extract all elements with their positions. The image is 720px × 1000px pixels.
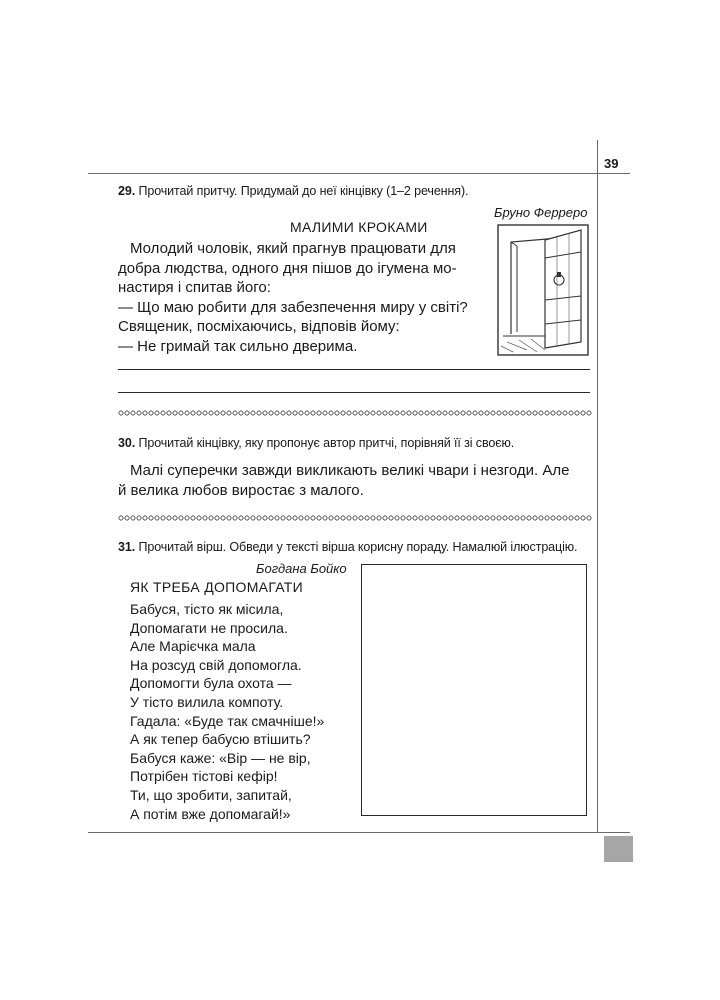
section-divider	[118, 409, 592, 417]
poem-line: Допомагати не просила.	[130, 619, 288, 636]
task-29-number: 29.	[118, 184, 136, 198]
poem-line: На розсуд свій допомогла.	[130, 656, 302, 673]
task-31-author: Богдана Бойко	[256, 561, 347, 576]
parable-line: — Не гримай так сильно дверима.	[118, 337, 358, 355]
task-30-instruction	[118, 436, 514, 450]
task-30-number: 30.	[118, 436, 136, 450]
poem-line: У тісто вилила компоту.	[130, 693, 284, 710]
task-29-author: Бруно Ферреро	[494, 205, 588, 220]
header-rule	[88, 173, 630, 174]
door-illustration	[497, 224, 589, 356]
parable-line: добра людства, одного дня пішов до ігумена мо-	[118, 259, 457, 277]
poem-line: Потрібен тістові кефір!	[130, 768, 278, 785]
task-31-instruction	[118, 540, 577, 554]
parable-line: Молодий чоловік, який прагнув працювати для	[130, 240, 456, 257]
poem-line: Гадала: «Буде так смачніше!»	[130, 712, 325, 729]
answer-line[interactable]	[118, 392, 590, 393]
poem-line: Ти, що зробити, запитай,	[130, 786, 292, 803]
parable-line: настиря і спитав його:	[118, 279, 271, 297]
task-30-instruction-text: Прочитай кінцівку, яку пропонує автор притчі, порівняй її зі своєю.	[138, 436, 515, 450]
page-number: 39	[604, 156, 619, 171]
ending-line: Малі суперечки завжди викликають великі чвари і незгоди. Але	[130, 462, 570, 479]
ending-line: й велика любов виростає з малого.	[118, 481, 364, 499]
header-divider	[597, 140, 598, 833]
task-30-text	[118, 461, 569, 500]
poem-line: Але Марієчка мала	[130, 638, 256, 655]
task-29-text	[118, 239, 468, 357]
task-29-title: МАЛИМИ КРОКАМИ	[290, 219, 428, 235]
footer-rule	[88, 832, 630, 833]
poem-line: А потім вже допомагай!»	[130, 805, 291, 822]
parable-line: Священик, посміхаючись, відповів йому:	[118, 318, 400, 336]
section-divider	[118, 514, 592, 522]
illustration-drawing-box[interactable]	[361, 564, 587, 816]
parable-line: — Що маю робити для забезпечення миру у світі?	[118, 298, 468, 316]
task-29-instruction-text: Прочитай притчу. Придумай до неї кінцівку (1–2 речення).	[138, 184, 469, 198]
poem-line: А як тепер бабусю втішить?	[130, 731, 311, 748]
answer-line[interactable]	[118, 369, 590, 370]
task-31-instruction-text: Прочитай вірш. Обведи у тексті вірша корисну пораду. Намалюй ілюстрацію.	[138, 540, 578, 554]
poem-line: Бабуся, тісто як місила,	[130, 601, 284, 617]
poem-text	[130, 600, 324, 823]
poem-line: Допомогти була охота —	[130, 675, 292, 692]
task-29-instruction	[118, 184, 468, 198]
poem-title: ЯК ТРЕБА ДОПОМАГАТИ	[130, 579, 304, 595]
page-corner-tab	[604, 836, 633, 862]
task-31-number: 31.	[118, 540, 136, 554]
poem-line: Бабуся каже: «Вір — не вір,	[130, 749, 311, 766]
